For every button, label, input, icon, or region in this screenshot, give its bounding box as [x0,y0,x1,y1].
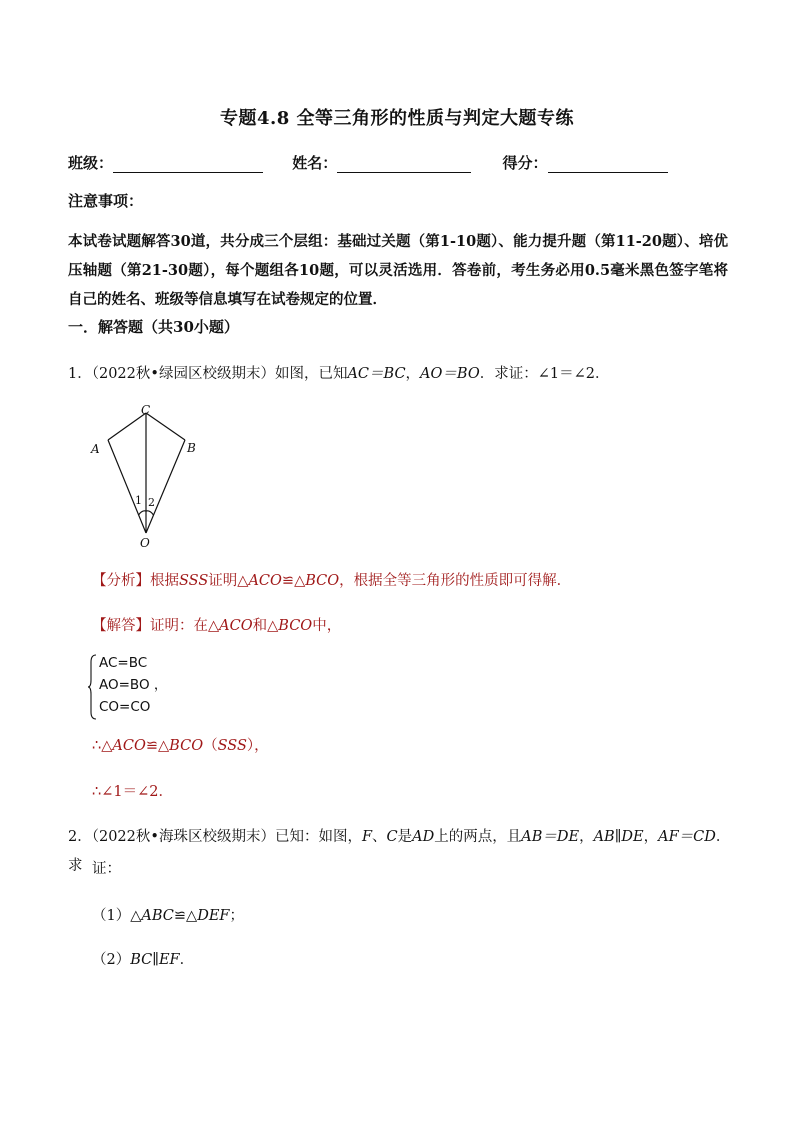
analysis-text-c: ，根据全等三角形的性质即可得解． [339,573,572,589]
analysis-tri-2: BCO [305,573,340,589]
system-line-2 [99,674,219,696]
system-brace [88,654,98,720]
q1-conclusion-1 [92,732,269,761]
q1-eq1: AC＝BC [347,366,406,382]
answer-and: 和△ [252,618,279,634]
part2-end: ． [179,952,195,968]
q1-stem-b: ．求证：∠1＝∠2． [479,366,610,382]
angle-1-label: 1 [135,494,142,507]
q1-conclusion-2: ∴∠1＝∠2． [92,784,173,800]
q2-stem-d: ．求 [68,829,731,874]
vertex-O-label: O [140,536,150,548]
q2-stem-c: 上的两点，且 [434,829,522,845]
q2-eq1: AB＝DE [521,829,580,845]
answer-tag: 【解答】 [92,618,150,634]
q2-stem-a: 已知：如图， [274,829,362,845]
q1-figure [84,398,214,548]
q2-stem [68,823,738,881]
name-field [292,152,471,173]
concl1-cong: ≌△ [145,738,170,754]
name-label: 姓名： [292,154,338,172]
q1-answer-intro [92,612,341,641]
q1-sep1: ， [405,366,421,382]
edge-AO [108,440,146,533]
angle-2-label: 2 [148,496,155,509]
score-blank[interactable] [548,154,668,173]
concl1-text-a: ∴△ [92,738,113,754]
system-line-2-text: AO=BO [99,677,150,693]
section-heading: 一．解答题（共30小题） [68,318,239,336]
concl1-tri-1: ACO [112,738,146,754]
vertex-C-label: C [141,403,151,417]
edge-CA [108,413,146,440]
analysis-text-b: 证明△ [208,573,249,589]
q2-point-C: C [386,829,398,845]
info-row [68,152,688,173]
vertex-A-label: A [91,442,100,456]
notice-body: 本试卷试题解答30道，共分成三个层组：基础过关题（第1-10题）、能力提升题（第11-20题）、培优压轴题（第21-30题），每个题组各10题，可以灵活选用．答卷前，考生务必用0.5毫米黑色签字笔将自己的姓名、班级等信息填写在试卷规定的位置． [68,233,728,308]
angle-2-arc [146,511,154,515]
angle-1-arc [139,511,147,515]
concl1-paren-close: ）， [246,738,269,754]
concl1-paren-open: （ [203,738,218,754]
analysis-tri-1: ACO [248,573,282,589]
notice-title: 注意事项： [68,192,144,210]
q2-sep2: ， [643,829,659,845]
part1-end: ； [229,908,244,924]
q2-sep1: ， [579,829,594,845]
class-field [68,152,263,173]
part1-tri-2: DEF [197,908,230,924]
q1-eq2: AO＝BO [420,366,480,382]
system-comma: ， [153,677,168,693]
part1-triangle-sym: △ [130,908,142,924]
part2-expr: BC∥EF [130,952,180,968]
part1-cong: ≌△ [173,908,198,924]
score-field [503,152,668,173]
q1-stem [68,360,738,389]
q2-stem-continued: 证： [92,861,121,877]
concl1-tri-2: BCO [169,738,204,754]
q2-eq3: AF＝CD [658,829,716,845]
q1-stem-a: 如图，已知 [274,366,348,382]
answer-tri-1: ACO [219,618,253,634]
q2-part-1 [92,902,244,931]
q2-stem-b: 是 [397,829,413,845]
q2-source: （2022秋•海珠区校级期末） [91,829,275,845]
vertex-B-label: B [187,441,196,455]
q2-segment-AD: AD [412,829,435,845]
q2-number: 2． [68,829,92,845]
name-blank[interactable] [337,154,471,173]
analysis-text-a: 根据 [150,573,179,589]
system-line-3: CO=CO [99,699,151,715]
part2-number: （2） [92,952,131,968]
part1-tri-1: ABC [141,908,174,924]
q1-source: （2022秋•绿园区校级期末） [91,366,275,382]
page-title: 专题4.8 全等三角形的性质与判定大题专练 [219,108,575,129]
part1-number: （1） [92,908,131,924]
answer-text-a: 证明：在△ [150,618,220,634]
q2-sep-a: 、 [372,829,387,845]
q2-eq2: AB∥DE [593,829,644,845]
analysis-sss: SSS [179,573,209,589]
concl1-sss: SSS [217,738,247,754]
q2-point-F: F [361,829,373,845]
q1-number: 1． [68,366,92,382]
edge-BO [146,440,185,533]
answer-text-b: 中， [312,618,342,634]
class-label: 班级： [68,154,114,172]
system-line-1: AC=BC [99,655,148,671]
q2-part-2 [92,946,194,975]
q1-analysis [92,567,571,596]
edge-CB [146,413,185,440]
analysis-cong: ≌△ [281,573,306,589]
score-label: 得分： [502,154,548,172]
answer-tri-2: BCO [278,618,313,634]
class-blank[interactable] [113,154,263,173]
analysis-tag: 【分析】 [92,573,150,589]
